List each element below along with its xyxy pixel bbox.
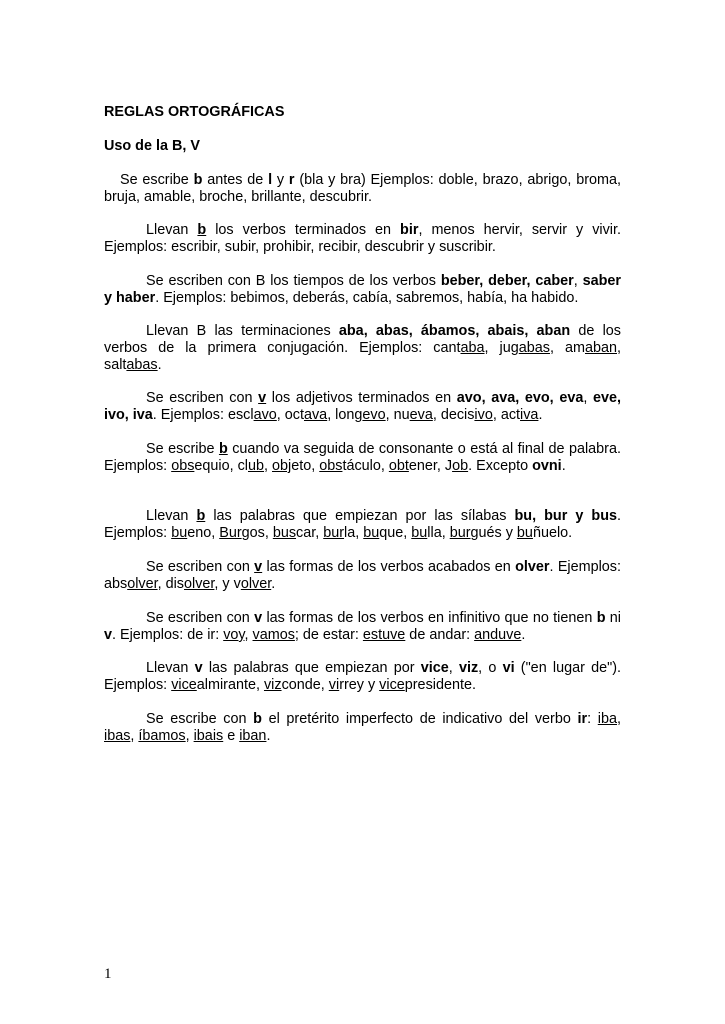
paragraph-text: de andar: (405, 627, 475, 643)
paragraph-text: , (185, 728, 194, 744)
emphasis-text: vice (420, 660, 449, 676)
paragraph-text: , long (327, 407, 363, 423)
emphasis-text: obt (388, 458, 409, 474)
emphasis-text: l (268, 172, 273, 188)
paragraph-text: . (266, 728, 271, 744)
emphasis-text: íbamos (138, 728, 186, 744)
paragraph-text: de los verbos de la primera conjugación. Ejemplos: cant (104, 323, 622, 356)
rule-paragraph (104, 273, 621, 307)
paragraph-text: . Ejemplos: (104, 508, 622, 541)
emphasis-text: aba, abas, ábamos, abais, aban (338, 323, 571, 339)
emphasis-text: ob (452, 458, 469, 474)
emphasis-text: vamos (252, 627, 295, 643)
section-heading: Uso de la B, V (104, 138, 200, 154)
document-title: REGLAS ORTOGRÁFICAS (104, 104, 285, 120)
emphasis-text: r (288, 172, 295, 188)
emphasis-text: eva (409, 407, 433, 423)
emphasis-text: b (196, 508, 206, 524)
paragraph-text: car, (296, 525, 324, 541)
emphasis-text: ibas (104, 728, 131, 744)
emphasis-text: iba (597, 711, 617, 727)
paragraph-text: , (264, 458, 273, 474)
emphasis-text: abas (518, 340, 550, 356)
emphasis-text: v (194, 660, 203, 676)
rule-paragraph (104, 323, 621, 374)
rule-paragraph (104, 222, 621, 256)
paragraph-text: ener, J (408, 458, 453, 474)
paragraph-text: . Ejemplos: de ir: (112, 627, 224, 643)
emphasis-text: olver (515, 559, 550, 575)
emphasis-text: bur (323, 525, 345, 541)
emphasis-text: viz (263, 677, 282, 693)
paragraph-text: lla, (427, 525, 450, 541)
paragraph-text: equio, cl (194, 458, 248, 474)
paragraph-text: conde, (281, 677, 329, 693)
emphasis-text: v (254, 610, 263, 626)
emphasis-text: bu (363, 525, 380, 541)
paragraph-text: e (223, 728, 240, 744)
paragraph-text: el pretérito imperfecto de indicativo del verbo (261, 711, 578, 727)
paragraph-text: gués y (470, 525, 517, 541)
emphasis-text: bur (449, 525, 471, 541)
paragraph-text: , (583, 390, 593, 406)
emphasis-text: bus (272, 525, 297, 541)
emphasis-text: ibais (193, 728, 224, 744)
emphasis-text: ir (577, 711, 588, 727)
rule-paragraph (104, 559, 621, 593)
emphasis-text: anduve (474, 627, 522, 643)
paragraph-text: . Ejemplos: abs (104, 559, 621, 592)
emphasis-text: avo, ava, evo, eva (456, 390, 584, 406)
paragraph-text: ("en lugar de"). Ejemplos: (104, 660, 622, 693)
rule-paragraph (104, 610, 621, 644)
emphasis-text: bu, bur y bus (514, 508, 618, 524)
paragraph-text: rrey y (339, 677, 380, 693)
emphasis-text: bu (411, 525, 428, 541)
paragraph-text: , salt (104, 340, 621, 373)
rule-paragraph (104, 172, 621, 206)
paragraph-text: . (157, 357, 162, 373)
emphasis-text: avo (253, 407, 277, 423)
paragraph-text: presidente. (404, 677, 476, 693)
emphasis-text: b (218, 441, 228, 457)
rule-paragraph (104, 441, 621, 475)
emphasis-text: iban (239, 728, 267, 744)
emphasis-text: saber y haber (104, 273, 621, 306)
emphasis-text: bir (400, 222, 419, 238)
paragraph-text: y (272, 172, 289, 188)
paragraph-text: ni (605, 610, 621, 626)
paragraph-text: táculo, (342, 458, 389, 474)
paragraph-text: , jug (484, 340, 519, 356)
emphasis-text: aba (460, 340, 485, 356)
emphasis-text: vi (328, 677, 340, 693)
emphasis-text: b (596, 610, 606, 626)
paragraph-text: , act (492, 407, 521, 423)
paragraph-text: Se escribe con (146, 711, 254, 727)
paragraph-text: (bla y bra) Ejemplos: doble, brazo, abrigo, broma, bruja, amable, broche, brillante, descubrir. (104, 172, 621, 205)
paragraph-text: Se escriben con B los tiempos de los verbos (146, 273, 441, 289)
emphasis-text: ub (248, 458, 265, 474)
rule-paragraph (104, 711, 621, 745)
paragraph-text: . Ejemplos: bebimos, deberás, cabía, sabremos, había, ha habido. (155, 290, 579, 306)
paragraph-text: ñuelo. (532, 525, 573, 541)
emphasis-text: olver (184, 576, 215, 592)
emphasis-text: bu (516, 525, 533, 541)
emphasis-text: iva (520, 407, 539, 423)
emphasis-text: v (254, 559, 263, 575)
paragraph-text: , (573, 273, 583, 289)
paragraph-text: , o (478, 660, 503, 676)
paragraph-text: Llevan (146, 508, 197, 524)
paragraph-text: las palabras que empiezan por las sílabas (205, 508, 515, 524)
paragraph-text: , oct (276, 407, 304, 423)
paragraph-text: antes de (202, 172, 269, 188)
paragraph-text: las palabras que empiezan por (202, 660, 421, 676)
emphasis-text: aban (584, 340, 617, 356)
emphasis-text: obs (319, 458, 343, 474)
emphasis-text: vice (171, 677, 197, 693)
emphasis-text: ava (303, 407, 328, 423)
paragraph-text: , (244, 627, 253, 643)
paragraph-text: , dis (157, 576, 185, 592)
paragraph-text: Llevan (146, 222, 198, 238)
paragraph-text: Llevan B las terminaciones (146, 323, 339, 339)
paragraph-text: . Ejemplos: escl (152, 407, 254, 423)
paragraph-text: los verbos terminados en (206, 222, 401, 238)
paragraph-text: gos, (241, 525, 273, 541)
emphasis-text: voy (223, 627, 245, 643)
paragraph-text: las formas de los verbos en infinitivo que no tienen (262, 610, 597, 626)
emphasis-text: Bur (219, 525, 242, 541)
paragraph-text: Se escriben con (146, 559, 255, 575)
paragraph-text: Se escribe (146, 441, 219, 457)
emphasis-text: b (197, 222, 207, 238)
rule-paragraph (104, 660, 621, 694)
paragraph-text: Se escriben con (146, 610, 255, 626)
emphasis-text: vi (502, 660, 515, 676)
emphasis-text: olver (240, 576, 272, 592)
paragraph-text: , am (549, 340, 585, 356)
paragraph-text: Se escribe (120, 172, 194, 188)
emphasis-text: b (193, 172, 203, 188)
emphasis-text: vice (379, 677, 405, 693)
paragraph-text: los adjetivos terminados en (266, 390, 457, 406)
paragraph-text: cuando va seguida de consonante o está al final de palabra. Ejemplos: (104, 441, 621, 474)
paragraph-text: , decis (432, 407, 475, 423)
emphasis-text: beber, deber, caber (440, 273, 574, 289)
paragraph-text: que, (379, 525, 412, 541)
paragraph-text: almirante, (196, 677, 264, 693)
paragraph-text: : (587, 711, 598, 727)
rule-paragraph (104, 508, 621, 542)
emphasis-text: v (104, 627, 113, 643)
paragraph-text: . Excepto (468, 458, 533, 474)
emphasis-text: evo (362, 407, 386, 423)
emphasis-text: estuve (362, 627, 406, 643)
page-number: 1 (104, 966, 112, 982)
paragraph-text: . (561, 458, 566, 474)
emphasis-text: obs (171, 458, 195, 474)
rule-paragraph (104, 390, 621, 424)
paragraph-text: . (271, 576, 276, 592)
emphasis-text: abas (126, 357, 158, 373)
emphasis-text: obj (272, 458, 292, 474)
paragraph-text: Se escriben con (146, 390, 259, 406)
emphasis-text: bu (171, 525, 188, 541)
paragraph-text: . (538, 407, 543, 423)
paragraph-text: , y v (214, 576, 241, 592)
emphasis-text: ivo (474, 407, 493, 423)
emphasis-text: eve, ivo, iva (104, 390, 621, 423)
paragraph-text: las formas de los verbos acabados en (262, 559, 516, 575)
paragraph-text: , nu (385, 407, 410, 423)
paragraph-text: , (616, 711, 621, 727)
paragraph-text: ; de estar: (294, 627, 363, 643)
paragraph-text: Llevan (146, 660, 195, 676)
paragraph-text: eto, (291, 458, 320, 474)
emphasis-text: v (258, 390, 267, 406)
paragraph-text: , menos hervir, servir y vivir. Ejemplos: escribir, subir, prohibir, recibir, descubrir y suscribir. (104, 222, 622, 255)
emphasis-text: b (253, 711, 262, 727)
paragraph-text: eno, (187, 525, 220, 541)
paragraph-text: , (448, 660, 459, 676)
emphasis-text: olver (127, 576, 158, 592)
paragraph-text: . (521, 627, 526, 643)
paragraph-text: la, (344, 525, 364, 541)
emphasis-text: ovni (532, 458, 562, 474)
emphasis-text: viz (458, 660, 479, 676)
paragraph-text: , (130, 728, 139, 744)
